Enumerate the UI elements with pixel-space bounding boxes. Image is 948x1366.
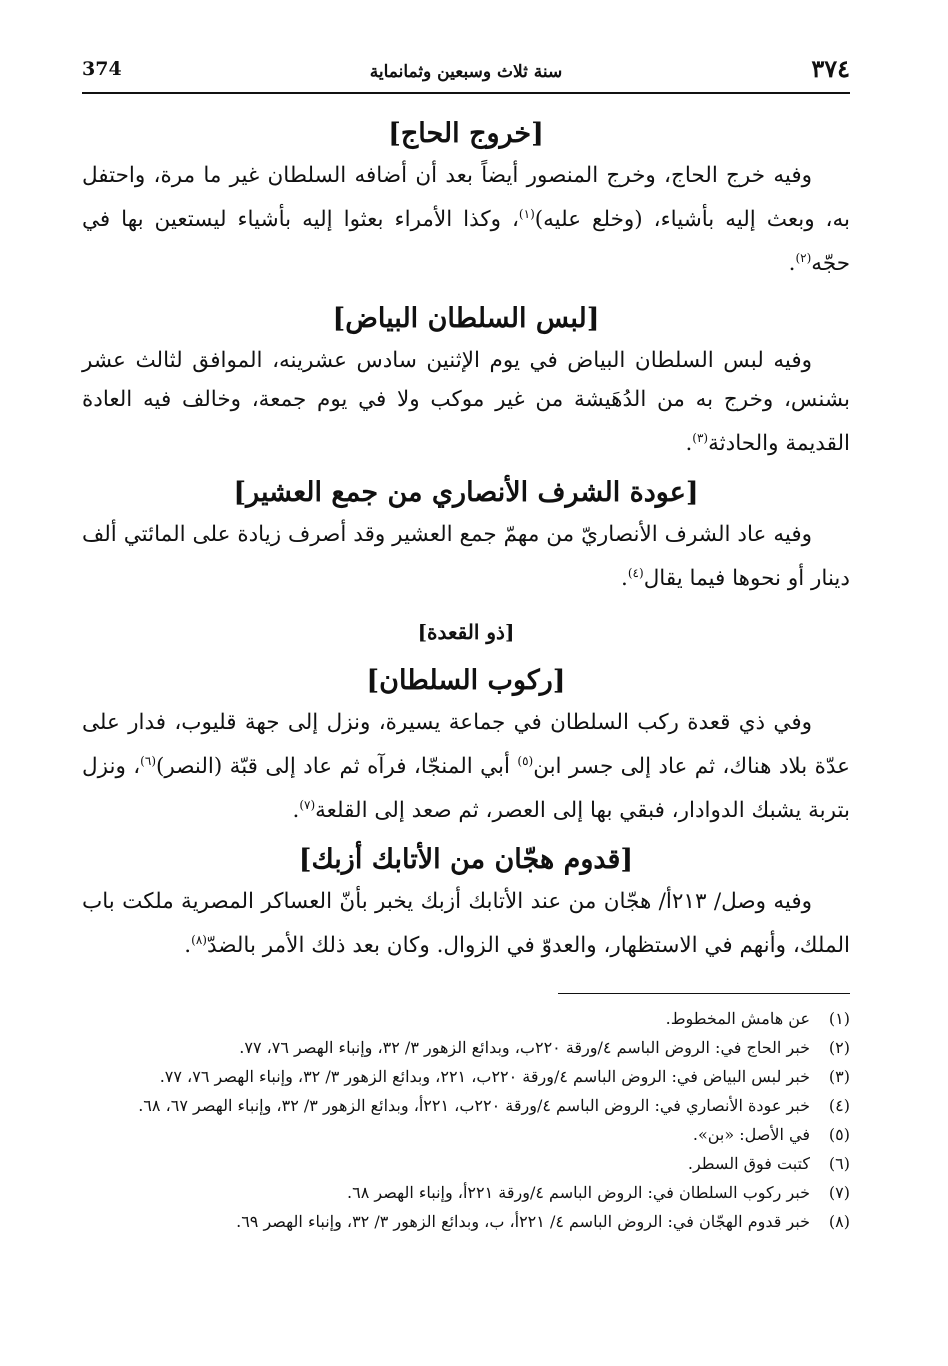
section-heading-hajj: [خروج الحاج]: [388, 118, 544, 149]
page-number-latin: 374: [82, 58, 122, 80]
footnote-number: (٧): [828, 1183, 850, 1202]
footnote-ref: (٤): [627, 566, 644, 581]
footnote-ref: (٨): [191, 932, 207, 947]
header-rule: [82, 92, 850, 94]
footnote-ref: (٦): [140, 753, 156, 768]
footnote-ref: (٣): [692, 431, 709, 446]
footnote-ref: (١): [518, 207, 535, 221]
footnote-text: خبر قدوم الهجّان في: الروض الباسم ٤/ ٢٢١أ، ب، وبدائع الزهور ٣/ ٣٢، وإنباء الهصر ٦٩.: [236, 1212, 810, 1231]
footnote-item: [82, 1064, 850, 1089]
section-heading-ansari-return: [عودة الشرف الأنصاري من جمع العشير]: [233, 477, 699, 509]
footnote-ref: (٥): [517, 753, 534, 768]
footnote-number: (٢): [828, 1038, 850, 1057]
footnote-number: (٥): [828, 1125, 850, 1144]
paragraph-sultan-ride: وفي ذي قعدة ركب السلطان في جماعة يسيرة، ونزل إلى جهة قليوب، فدار على عدّة بلاد هناك، ثم عاد إلى جسر ابن$^{(٥)}$ أبي المنجّا، فرآه ثم عاد إلى قبّة (النصر)$^{(٦)}$، ونزل بتربة يشبك الدوادار، فبقي بها إلى العصر، ثم صعد إلى القلعة$^{(٧)}$.: [82, 709, 850, 823]
footnote-text: خبر عودة الأنصاري في: الروض الباسم ٤/ورقة ٢٢٠ب، ٢٢١أ، وبدائع الزهور ٣/ ٣٢، وإنباء الهصر ٦٧، ٦٨.: [138, 1096, 810, 1115]
section-heading-sultan-ride: [ركوب السلطان]: [366, 664, 566, 696]
page-number-arabic: ٣٧٤: [811, 54, 850, 83]
main-text: [82, 112, 850, 965]
footnote-text: كتبت فوق السطر.: [687, 1154, 810, 1173]
footnote-item: [82, 1209, 850, 1234]
footnote-text: عن هامش المخطوط.: [665, 1009, 810, 1028]
page-header: [82, 52, 850, 92]
footnote-text: خبر ركوب السلطان في: الروض الباسم ٤/ورقة ٢٢١أ، وإنباء الهصر ٦٨.: [347, 1183, 810, 1202]
footnote-text: خبر لبس البياض في: الروض الباسم ٤/ورقة ٢٢٠ب، ٢٢١، وبدائع الزهور ٣/ ٣٢، وإنباء الهصر ٧٦، ٧٧.: [159, 1067, 810, 1086]
footnote-item: [82, 1180, 850, 1205]
footnote-number: (٤): [828, 1096, 850, 1115]
footnote-rule: [558, 993, 850, 994]
footnote-item: [82, 1006, 850, 1031]
footnote-number: (٨): [828, 1212, 850, 1231]
paragraph-hajj: وفيه خرج الحاج، وخرج المنصور أيضاً بعد أن أضافه السلطان غير ما مرة، واحتفل به، وبعث إليه بأشياء، (وخلع عليه)$^{(١)}$، وكذا الأمراء بعثوا إليه بأشياء ليستعين بها في حجّه$^{(٢)}$.: [82, 163, 850, 277]
footnote-item: [82, 1035, 850, 1060]
running-title: سنة ثلاث وسبعين وثمانماية: [369, 62, 563, 82]
footnote-text: في الأصل: «بن».: [692, 1125, 810, 1144]
paragraph-ansari-return: وفيه عاد الشرف الأنصاريّ من مهمّ جمع العشير وقد أصرف زيادة على المائتي ألف دينار أو نحوها فيما يقال$^{(٤)}$.: [82, 522, 850, 592]
month-heading: [ذو القعدة]: [417, 619, 515, 644]
footnote-number: (٣): [828, 1067, 850, 1086]
section-heading-messenger: [قدوم هجّان من الأتابك أزبك]: [298, 843, 634, 875]
footnote-text: خبر الحاج في: الروض الباسم ٤/ورقة ٢٢٠ب، وبدائع الزهور ٣/ ٣٢، وإنباء الهصر ٧٦، ٧٧.: [239, 1038, 810, 1057]
paragraph-messenger: وفيه وصل/ ٢١٣أ/ هجّان من عند الأتابك أزبك يخبر بأنّ العساكر المصرية ملكت باب الملك، وأنهم في الاستظهار، والعدوّ في الزوال. وكان بعد ذلك الأمر بالضدّ$^{(٨)}$.: [82, 888, 850, 959]
footnote-ref: (٧): [299, 797, 316, 812]
footnote-item: [82, 1122, 850, 1147]
footnotes: [82, 1006, 850, 1238]
footnote-item: [82, 1151, 850, 1176]
footnote-item: [82, 1093, 850, 1118]
paragraph-white-dress: وفيه لبس السلطان البياض في يوم الإثنين سادس عشرينه، الموافق لثالث عشر بشنس، وخرج به من الدُهَيشة من غير موكب ولا في يوم جمعة، وخالف فيه العادة القديمة والحادثة$^{(٣)}$.: [82, 348, 850, 457]
footnote-ref: (٢): [795, 251, 812, 266]
footnote-number: (١): [828, 1009, 850, 1028]
footnote-number: (٦): [828, 1154, 850, 1173]
section-heading-white-dress: [لبس السلطان البياض]: [332, 303, 600, 335]
